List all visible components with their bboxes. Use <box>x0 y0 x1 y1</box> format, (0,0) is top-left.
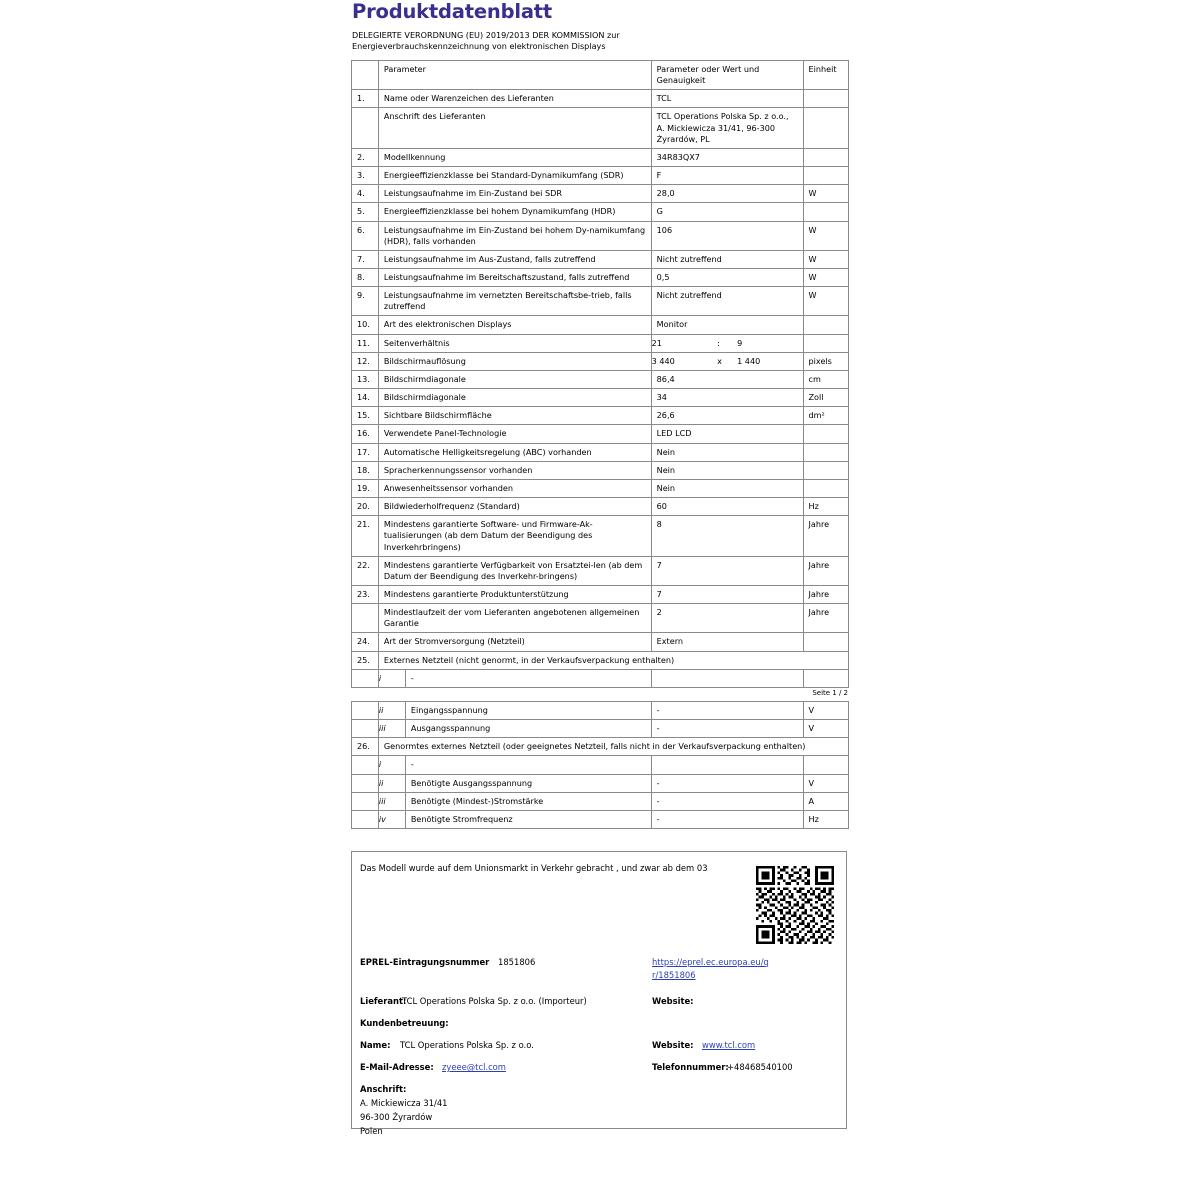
row-number: 8. <box>352 269 379 287</box>
table-row <box>352 479 849 497</box>
table-row <box>352 185 849 203</box>
row-unit: Jahre <box>803 516 848 556</box>
row-parameter: Art der Stromversorgung (Netzteil) <box>378 633 651 651</box>
subrow-parameter <box>378 810 651 828</box>
split-right: 9 <box>737 337 743 348</box>
subrow-value: - <box>651 810 803 828</box>
subrow-unit <box>803 669 848 687</box>
row-value: Nein <box>651 443 803 461</box>
row-value: Monitor <box>651 316 803 334</box>
subrow-value: - <box>651 792 803 810</box>
table-row <box>352 389 849 407</box>
subrow-parameter <box>378 720 651 738</box>
subrow-unit: A <box>803 792 848 810</box>
row-number: 19. <box>352 479 379 497</box>
subrow-roman: i <box>379 756 406 773</box>
subrow-roman: iv <box>379 811 406 828</box>
table-row <box>352 407 849 425</box>
email-link[interactable]: zyeee@tcl.com <box>442 1062 506 1072</box>
row-unit: Jahre <box>803 604 848 633</box>
table-subrow <box>352 701 849 719</box>
row-parameter: Leistungsaufnahme im Bereitschaftszustand, falls zutreffend <box>378 269 651 287</box>
row-number <box>352 774 379 792</box>
row-number: 18. <box>352 461 379 479</box>
row-unit <box>803 479 848 497</box>
eprel-label: EPREL-Eintragungsnummer <box>360 957 490 967</box>
table-row-split <box>352 334 849 352</box>
address-line-3: Polen <box>360 1126 383 1136</box>
subrow-parameter <box>378 701 651 719</box>
subrow-roman: iii <box>379 793 406 810</box>
row-unit <box>803 461 848 479</box>
row-unit <box>803 425 848 443</box>
row-number <box>352 604 379 633</box>
row-unit: dm² <box>803 407 848 425</box>
header-unit: Einheit <box>803 60 848 89</box>
row-number: 16. <box>352 425 379 443</box>
row-number <box>352 108 379 148</box>
row-unit: cm <box>803 370 848 388</box>
row-number: 24. <box>352 633 379 651</box>
table-row <box>352 287 849 316</box>
row-number: 2. <box>352 148 379 166</box>
split-left: 21 <box>651 337 662 348</box>
table-row <box>352 269 849 287</box>
row-parameter: Bildschirmdiagonale <box>378 389 651 407</box>
row-parameter: Mindestens garantierte Produktunterstützung <box>378 585 651 603</box>
row-number <box>352 720 379 738</box>
table-header-row <box>352 60 849 89</box>
row-unit <box>803 90 848 108</box>
row-parameter: Spracherkennungssensor vorhanden <box>378 461 651 479</box>
row-value: F <box>651 167 803 185</box>
table-row <box>352 203 849 221</box>
row-value: TCL Operations Polska Sp. z o.o., A. Mickiewicza 31/41, 96-300 Żyrardów, PL <box>651 108 803 148</box>
row-unit <box>803 203 848 221</box>
row-parameter: Leistungsaufnahme im Ein-Zustand bei SDR <box>378 185 651 203</box>
row-value: 0,5 <box>651 269 803 287</box>
subrow-label: Benötigte Stromfrequenz <box>410 813 513 824</box>
row-number: 26. <box>352 738 379 756</box>
row-number: 22. <box>352 556 379 585</box>
table-row <box>352 370 849 388</box>
row-unit: Hz <box>803 498 848 516</box>
row-parameter: Leistungsaufnahme im Aus-Zustand, falls zutreffend <box>378 250 651 268</box>
row-parameter: Leistungsaufnahme im vernetzten Bereitschaftsbe-trieb, falls zutreffend <box>378 287 651 316</box>
table-row <box>352 316 849 334</box>
subrow-unit: V <box>803 774 848 792</box>
header-num <box>352 60 379 89</box>
market-placement-note: Das Modell wurde auf dem Unionsmarkt in Verkehr gebracht , und zwar ab dem 03 <box>360 863 708 873</box>
regulation-subtitle: DELEGIERTE VERORDNUNG (EU) 2019/2013 DER KOMMISSION zur Energieverbrauchskennzeichnung von elektronischen Displays <box>352 30 620 52</box>
subrow-parameter <box>378 792 651 810</box>
row-number: 23. <box>352 585 379 603</box>
website-label-2: Website: <box>652 1040 694 1050</box>
row-value: Nein <box>651 479 803 497</box>
table-subrow <box>352 756 849 774</box>
row-number: 13. <box>352 370 379 388</box>
row-number <box>352 810 379 828</box>
row-parameter: Bildwiederholfrequenz (Standard) <box>378 498 651 516</box>
specification-table-part-1 <box>351 60 849 688</box>
row-unit <box>803 334 848 352</box>
subrow-value: - <box>651 701 803 719</box>
row-value: 106 <box>651 221 803 250</box>
row-unit <box>803 633 848 651</box>
table-row <box>352 498 849 516</box>
table-row <box>352 585 849 603</box>
subrow-value <box>651 669 803 687</box>
row-unit: Zoll <box>803 389 848 407</box>
row-parameter: Verwendete Panel-Technologie <box>378 425 651 443</box>
subrow-label: - <box>410 759 414 770</box>
row-number: 12. <box>352 352 379 370</box>
row-parameter: Bildschirmauflösung <box>378 352 651 370</box>
row-number: 7. <box>352 250 379 268</box>
subrow-value: - <box>651 720 803 738</box>
eprel-value: 1851806 <box>498 957 536 967</box>
table-row <box>352 604 849 633</box>
row-unit: W <box>803 287 848 316</box>
row-unit <box>803 148 848 166</box>
row-parameter: Seitenverhältnis <box>378 334 651 352</box>
row-parameter: Bildschirmdiagonale <box>378 370 651 388</box>
subrow-roman: ii <box>379 775 406 792</box>
row-number: 11. <box>352 334 379 352</box>
table-subrow <box>352 669 849 687</box>
website-link[interactable]: www.tcl.com <box>702 1040 756 1050</box>
subrow-parameter <box>378 756 651 774</box>
row-value: Nicht zutreffend <box>651 287 803 316</box>
table-subrow <box>352 810 849 828</box>
split-separator: : <box>717 337 720 348</box>
row-number: 3. <box>352 167 379 185</box>
contact-info-box <box>351 851 847 1136</box>
address-line-2: 96-300 Żyrardów <box>360 1112 433 1122</box>
table-row <box>352 250 849 268</box>
header-parameter: Parameter <box>378 60 651 89</box>
address-label: Anschrift: <box>360 1084 407 1094</box>
phone-label: Telefonnummer: <box>652 1062 729 1072</box>
row-parameter: Art des elektronischen Displays <box>378 316 651 334</box>
subrow-roman: i <box>379 670 406 687</box>
table-row <box>352 90 849 108</box>
table-row <box>352 633 849 651</box>
row-number: 25. <box>352 651 379 669</box>
row-number: 10. <box>352 316 379 334</box>
specification-table-part-2 <box>351 701 849 829</box>
subrow-unit: V <box>803 701 848 719</box>
row-number: 15. <box>352 407 379 425</box>
table-row <box>352 167 849 185</box>
subrow-unit: V <box>803 720 848 738</box>
page-title: Produktdatenblatt <box>352 0 553 23</box>
customer-care-label: Kundenbetreuung: <box>360 1018 449 1028</box>
row-parameter: Mindestlaufzeit der vom Lieferanten angebotenen allgemeinen Garantie <box>378 604 651 633</box>
subrow-roman: iii <box>379 720 406 737</box>
row-value: LED LCD <box>651 425 803 443</box>
table-subrow <box>352 720 849 738</box>
table-row <box>352 461 849 479</box>
row-parameter: Sichtbare Bildschirmfläche <box>378 407 651 425</box>
row-number <box>352 756 379 774</box>
row-value: 34 <box>651 389 803 407</box>
row-number: 5. <box>352 203 379 221</box>
row-unit <box>803 443 848 461</box>
subrow-label: Eingangsspannung <box>410 704 488 715</box>
eprel-url-link[interactable]: https://eprel.ec.europa.eu/qr/1851806 <box>652 957 769 980</box>
row-value-split <box>651 334 803 352</box>
row-value: Extern <box>651 633 803 651</box>
email-label: E-Mail-Adresse: <box>360 1062 434 1072</box>
subrow-parameter <box>378 774 651 792</box>
address-line-1: A. Mickiewicza 31/41 <box>360 1098 448 1108</box>
website-label-1: Website: <box>652 996 694 1006</box>
subrow-roman: ii <box>379 702 406 719</box>
row-value: 7 <box>651 556 803 585</box>
subrow-parameter <box>378 669 651 687</box>
table-row-wide <box>352 651 849 669</box>
table-row-split <box>352 352 849 370</box>
row-parameter-wide: Externes Netzteil (nicht genormt, in der Verkaufsverpackung enthalten) <box>378 651 848 669</box>
row-number: 17. <box>352 443 379 461</box>
row-parameter: Mindestens garantierte Software- und Firmware-Ak-tualisierungen (ab dem Datum der Beendigung des Inverkehrbringens) <box>378 516 651 556</box>
split-separator: x <box>717 355 722 366</box>
row-parameter: Anwesenheitssensor vorhanden <box>378 479 651 497</box>
row-number: 4. <box>352 185 379 203</box>
row-parameter-wide: Genormtes externes Netzteil (oder geeignetes Netzteil, falls nicht in der Verkaufsverpackung enthalten) <box>378 738 848 756</box>
subrow-value <box>651 756 803 774</box>
row-value-split <box>651 352 803 370</box>
supplier-label: Lieferant: <box>360 996 407 1006</box>
row-parameter: Anschrift des Lieferanten <box>378 108 651 148</box>
row-unit: W <box>803 269 848 287</box>
row-parameter: Name oder Warenzeichen des Lieferanten <box>378 90 651 108</box>
row-number <box>352 669 379 687</box>
row-value: 28,0 <box>651 185 803 203</box>
subrow-label: - <box>410 672 414 683</box>
row-unit: Jahre <box>803 556 848 585</box>
subrow-label: Ausgangsspannung <box>410 723 491 734</box>
row-value: 86,4 <box>651 370 803 388</box>
subrow-label: Benötigte (Mindest-)Stromstärke <box>410 795 544 806</box>
qr-code-icon <box>756 866 834 944</box>
row-value: 8 <box>651 516 803 556</box>
row-number <box>352 792 379 810</box>
table-row <box>352 148 849 166</box>
split-left: 3 440 <box>651 355 675 366</box>
name-value: TCL Operations Polska Sp. z o.o. <box>400 1040 534 1050</box>
row-parameter: Automatische Helligkeitsregelung (ABC) vorhanden <box>378 443 651 461</box>
row-unit: pixels <box>803 352 848 370</box>
row-unit <box>803 167 848 185</box>
row-value: 26,6 <box>651 407 803 425</box>
row-number: 14. <box>352 389 379 407</box>
row-parameter: Modellkennung <box>378 148 651 166</box>
row-value: 7 <box>651 585 803 603</box>
row-parameter: Energieeffizienzklasse bei Standard-Dynamikumfang (SDR) <box>378 167 651 185</box>
subrow-unit: Hz <box>803 810 848 828</box>
row-value: 2 <box>651 604 803 633</box>
row-value: Nicht zutreffend <box>651 250 803 268</box>
name-label: Name: <box>360 1040 391 1050</box>
table-row <box>352 108 849 148</box>
row-parameter: Energieeffizienzklasse bei hohem Dynamikumfang (HDR) <box>378 203 651 221</box>
row-value: Nein <box>651 461 803 479</box>
row-parameter: Leistungsaufnahme im Ein-Zustand bei hohem Dy-namikumfang (HDR), falls vorhanden <box>378 221 651 250</box>
row-unit: W <box>803 250 848 268</box>
header-value: Parameter oder Wert und Genauigkeit <box>651 60 803 89</box>
row-unit: W <box>803 185 848 203</box>
table-row <box>352 556 849 585</box>
split-right: 1 440 <box>737 355 761 366</box>
table-row <box>352 443 849 461</box>
table-subrow <box>352 774 849 792</box>
supplier-value: TCL Operations Polska Sp. z o.o. (Importeur) <box>402 996 587 1006</box>
row-unit: Jahre <box>803 585 848 603</box>
subrow-label: Benötigte Ausgangsspannung <box>410 777 533 788</box>
row-unit <box>803 316 848 334</box>
row-unit: W <box>803 221 848 250</box>
row-parameter: Mindestens garantierte Verfügbarkeit von Ersatztei-len (ab dem Datum der Beendigung des Inverkehr-bringens) <box>378 556 651 585</box>
row-value: G <box>651 203 803 221</box>
row-value: TCL <box>651 90 803 108</box>
product-datasheet-page <box>351 0 849 1136</box>
subrow-value: - <box>651 774 803 792</box>
row-unit <box>803 108 848 148</box>
row-value: 60 <box>651 498 803 516</box>
row-number: 1. <box>352 90 379 108</box>
row-number: 6. <box>352 221 379 250</box>
row-number: 9. <box>352 287 379 316</box>
table-row <box>352 221 849 250</box>
table-subrow <box>352 792 849 810</box>
subrow-unit <box>803 756 848 774</box>
table-row <box>352 516 849 556</box>
phone-value: +48468540100 <box>727 1062 793 1072</box>
row-number: 20. <box>352 498 379 516</box>
table-row <box>352 425 849 443</box>
row-value: 34R83QX7 <box>651 148 803 166</box>
page-marker: Seite 1 / 2 <box>812 688 848 697</box>
row-number <box>352 701 379 719</box>
table-row-wide <box>352 738 849 756</box>
row-number: 21. <box>352 516 379 556</box>
